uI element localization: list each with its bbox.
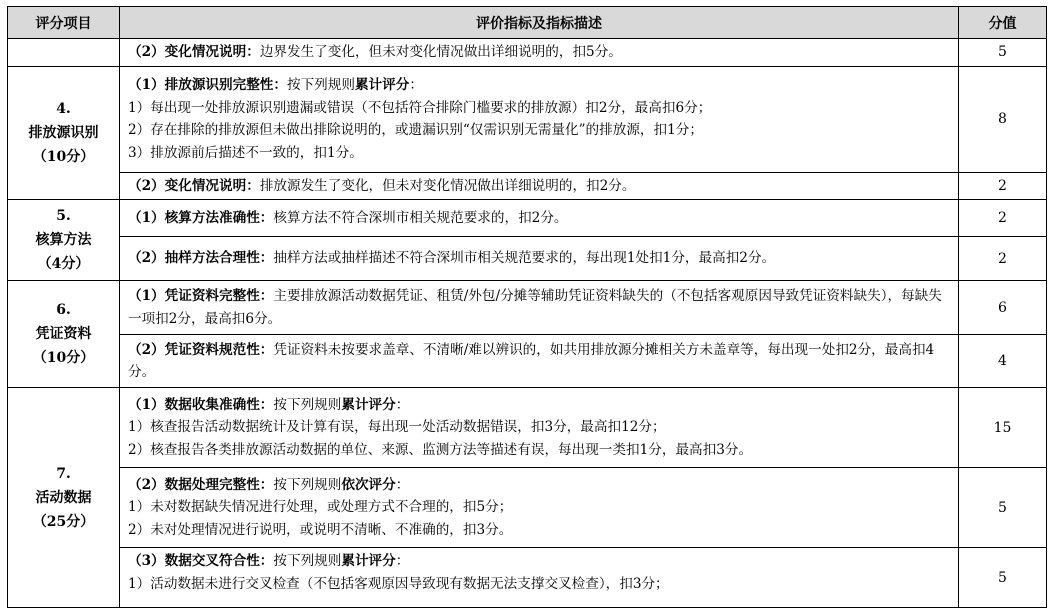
category-cell-6 <box>8 281 120 388</box>
score-cell: 2 <box>959 172 1047 200</box>
criteria-cell <box>120 468 959 548</box>
table-row <box>8 172 1047 200</box>
category-number: 7. <box>56 465 71 482</box>
criteria-rule-pre: 按下列规则 <box>273 476 342 493</box>
score-cell: 15 <box>959 388 1047 468</box>
category-name: 活动数据 <box>35 489 92 506</box>
criteria-label: （3）数据交叉符合性： <box>128 553 274 570</box>
category-points: （4分） <box>37 256 90 273</box>
score-cell: 4 <box>959 335 1047 388</box>
category-cell-5 <box>8 200 120 281</box>
criteria-rule-emph: 累计评分 <box>341 553 396 570</box>
header-item: 评分项目 <box>8 7 120 39</box>
category-name: 凭证资料 <box>35 326 92 343</box>
criteria-rule-post: ： <box>395 396 410 413</box>
criteria-label: （1）排放源识别完整性： <box>128 76 287 93</box>
score-cell: 5 <box>959 39 1047 67</box>
score-cell: 2 <box>959 200 1047 237</box>
table-row <box>8 468 1047 548</box>
table-row <box>8 200 1047 237</box>
category-name: 核算方法 <box>35 232 92 249</box>
criteria-label: （1）凭证资料完整性： <box>128 288 274 305</box>
criteria-text: 边界发生了变化，但未对变化情况做出详细说明的，扣5分。 <box>259 44 622 60</box>
table-row <box>8 66 1047 172</box>
criteria-rule-emph: 累计评分 <box>354 76 410 93</box>
criteria-line: 3）排放源前后描述不一致的，扣1分。 <box>128 144 363 161</box>
criteria-text: 主要排放源活动数据凭证、租赁/外包/分摊等辅助凭证资料缺失的（不包括客观原因导致凭证资料缺失），每缺失一项扣2分，最高扣6分。 <box>128 288 942 327</box>
criteria-label: （1）数据收集准确性： <box>128 396 274 413</box>
category-name: 排放源识别 <box>28 124 99 141</box>
criteria-cell <box>120 335 959 388</box>
scoring-table <box>7 6 1047 608</box>
score-cell: 6 <box>959 281 1047 335</box>
criteria-cell <box>120 237 959 281</box>
table-row <box>8 39 1047 67</box>
criteria-label: （2）变化情况说明： <box>128 177 260 194</box>
criteria-rule-post: ： <box>395 476 410 493</box>
criteria-label: （1）核算方法准确性： <box>128 209 274 226</box>
criteria-text: 核算方法不符合深圳市相关规范要求的，扣2分。 <box>273 209 568 226</box>
category-number: 5. <box>56 208 71 225</box>
category-number: 6. <box>56 302 71 319</box>
criteria-line: 1）核查报告活动数据统计及计算有误，每出现一处活动数据错误，扣3分，最高扣12分； <box>128 419 666 436</box>
category-cell-empty <box>8 39 120 67</box>
table-row <box>8 548 1047 608</box>
category-points: （25分） <box>32 513 95 530</box>
header-row <box>8 7 1047 39</box>
table-row <box>8 388 1047 468</box>
criteria-line: 2）存在排除的排放源但未做出排除说明的，或遗漏识别“仅需识别无需量化”的排放源，扣1分； <box>128 122 703 139</box>
criteria-label: （2）凭证资料规范性： <box>128 341 274 358</box>
criteria-rule-post: ： <box>409 76 423 93</box>
score-cell: 2 <box>959 237 1047 281</box>
category-points: （10分） <box>32 350 95 367</box>
table-row <box>8 281 1047 335</box>
criteria-label: （2）抽样方法合理性： <box>128 250 274 267</box>
criteria-cell <box>120 66 959 172</box>
category-points: （10分） <box>32 148 95 165</box>
criteria-rule-post: ： <box>395 553 410 570</box>
criteria-cell <box>120 548 959 608</box>
criteria-line: 2）未对处理情况进行说明，或说明不清晰、不准确的，扣3分。 <box>128 521 513 538</box>
criteria-cell <box>120 281 959 335</box>
criteria-label: （2）数据处理完整性： <box>128 476 274 493</box>
criteria-line: 1）每出现一处排放源识别遗漏或错误（不包括符合排除门槛要求的排放源）扣2分，最高扣6分； <box>128 99 712 116</box>
criteria-cell <box>120 39 959 67</box>
table-row <box>8 237 1047 281</box>
criteria-label: （2）变化情况说明： <box>128 44 260 60</box>
criteria-rule-emph: 依次评分 <box>341 476 396 493</box>
header-score: 分值 <box>959 7 1047 39</box>
criteria-line: 1）活动数据未进行交叉检查（不包括客观原因导致现有数据无法支撑交叉检查），扣3分； <box>128 575 669 592</box>
criteria-rule-pre: 按下列规则 <box>287 76 355 93</box>
criteria-cell <box>120 172 959 200</box>
table-row <box>8 335 1047 388</box>
criteria-rule-pre: 按下列规则 <box>273 553 342 570</box>
category-cell-7 <box>8 388 120 608</box>
header-criteria: 评价指标及指标描述 <box>120 7 959 39</box>
criteria-rule-emph: 累计评分 <box>341 396 396 413</box>
score-cell: 5 <box>959 548 1047 608</box>
criteria-text: 凭证资料未按要求盖章、不清晰/难以辨识的，如共用排放源分摊相关方未盖章等，每出现一处扣2分，最高扣4分。 <box>128 341 935 381</box>
criteria-rule-pre: 按下列规则 <box>273 396 342 413</box>
criteria-cell <box>120 388 959 468</box>
criteria-cell <box>120 200 959 237</box>
criteria-line: 1）未对数据缺失情况进行处理，或处理方式不合理的，扣5分； <box>128 499 513 516</box>
criteria-text: 抽样方法或抽样描述不符合深圳市相关规范要求的，每出现1处扣1分，最高扣2分。 <box>273 250 776 267</box>
score-cell: 5 <box>959 468 1047 548</box>
score-cell: 8 <box>959 66 1047 172</box>
category-number: 4. <box>56 100 71 117</box>
criteria-text: 排放源发生了变化，但未对变化情况做出详细说明的，扣2分。 <box>259 177 636 194</box>
criteria-line: 2）核查报告各类排放源活动数据的单位、来源、监测方法等描述有误，每出现一类扣1分，最高扣3分。 <box>128 441 753 458</box>
category-cell-4 <box>8 66 120 200</box>
